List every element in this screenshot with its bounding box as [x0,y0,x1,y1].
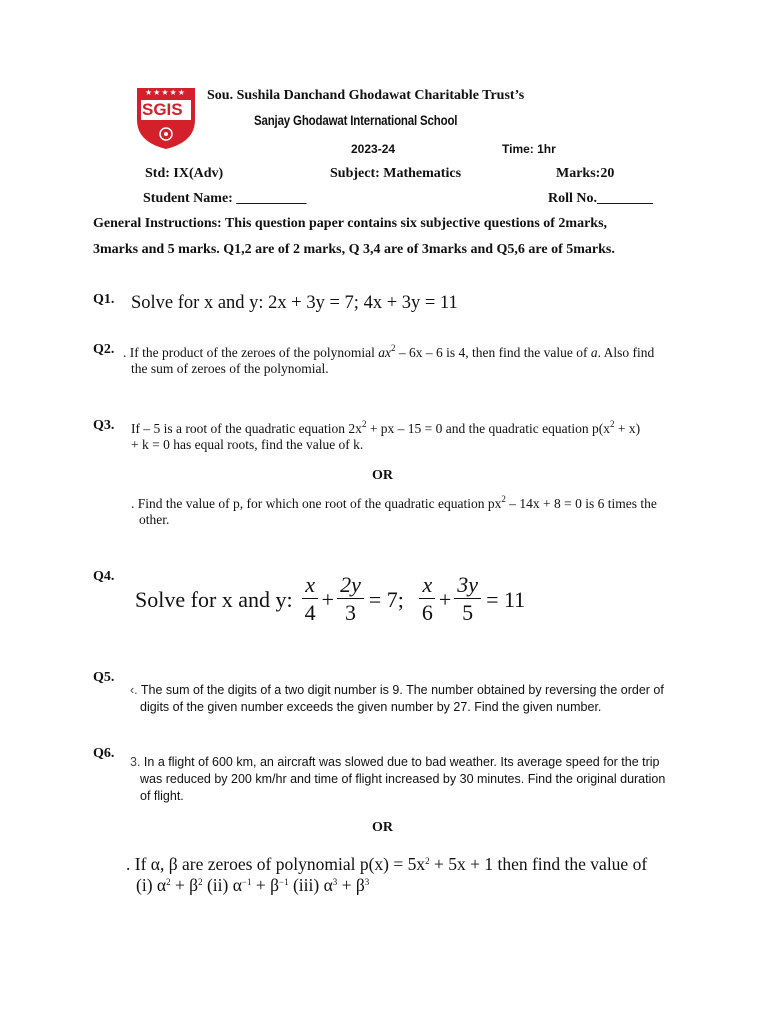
q4-equation [135,572,525,627]
q1-text: Solve for x and y: 2x + 3y = 7; 4x + 3y = 11 [131,293,458,313]
q6-alt-l2-e: (iii) α [288,875,333,895]
q3-line1-a: If – 5 is a root of the quadratic equation 2x [131,421,362,436]
instructions-line-1: General Instructions: This question paper contains six subjective questions of 2marks, [93,216,608,231]
subject: Subject: Mathematics [330,166,462,181]
q4-eq-2: = 11 [486,586,526,612]
q6-line-3: of flight. [140,789,184,803]
q2-prefix: . [123,345,127,360]
q2-poly-b: – 6x – 6 is 4, then find the value of [395,345,591,360]
q5-prefix: ‹. [130,683,138,697]
q2-text [123,345,723,377]
q4-fraction-1 [302,572,319,627]
q4-f4-num: 3y [454,572,481,599]
q4-fraction-3 [419,572,436,627]
standard: Std: IX(Adv) [145,166,224,181]
q4-plus-1: + [321,586,335,612]
q4-fraction-2 [337,572,364,627]
q6-line-1: In a flight of 600 km, an aircraft was slowed due to bad weather. Its average speed for the trip [143,755,660,769]
q2-label: Q2. [93,342,115,357]
q6-alt-line1-a: If α, β are zeroes of polynomial p(x) = 5x [134,854,426,874]
q3-alt-prefix: . [131,496,135,511]
q3-alt-line1-a: Find the value of p, for which one root of the quadratic equation px [137,496,502,511]
q6-alt-l2-a: (i) α [136,875,167,895]
q1-label: Q1. [93,292,115,307]
q4-eq-1: = 7; [368,586,404,612]
q3-line1-b: + px – 15 = 0 and the quadratic equation p(x [366,421,610,436]
q6-alt-line-2 [126,875,726,896]
q4-f3-den: 6 [421,600,433,625]
logo-stars: ★★★★★ [145,88,186,97]
q6-alt-l2-c: (ii) α [202,875,242,895]
q3-label: Q3. [93,418,115,433]
q3-alt-text [131,496,711,528]
academic-year: 2023-24 [351,142,396,156]
q4-label: Q4. [93,569,115,584]
q4-plus-2: + [438,586,452,612]
or-divider-1: OR [372,468,393,483]
q2-line-2: the sum of zeroes of the polynomial. [131,361,329,376]
q6-prefix: 3. [130,755,141,769]
q6-alt-l2-f-exp: 3 [364,877,370,887]
q5-label: Q5. [93,670,115,685]
q6-text [130,754,720,805]
q6-line-2: was reduced by 200 km/hr and time of flight increased by 30 minutes. Find the original duration [140,772,666,786]
q6-alt-text [126,854,726,896]
q5-line-2: digits of the given number exceeds the given number by 27. Find the given number. [140,700,602,714]
q3-alt-exp: 2 [501,494,506,504]
q5-line-1: The sum of the digits of a two digit number is 9. The number obtained by reversing the order of [140,683,664,697]
trust-name: Sou. Sushila Danchand Ghodawat Charitable Trust’s [207,88,525,103]
q3-line-2: + k = 0 has equal roots, find the value of k. [131,437,364,452]
school-name: Sanjay Ghodawat International School [254,112,458,128]
q6-alt-l2-b: + β [170,875,199,895]
q4-f1-num: x [302,572,318,599]
q3-text [131,421,711,453]
exam-time: Time: 1hr [502,142,556,156]
q6-alt-prefix: . [126,854,131,874]
q3-line1-c: + x) [614,421,641,436]
q6-alt-l2-a-exp: 2 [166,877,171,887]
logo-text: SGIS [142,100,183,119]
q4-f2-den: 3 [344,600,356,625]
q3-exp-1: 2 [361,419,367,429]
q6-alt-l2-b-exp: 2 [198,877,203,887]
roll-number-field: Roll No.________ [548,191,653,206]
q6-alt-line1-b: + 5x + 1 then find the value of [429,854,648,874]
q3-exp-2: 2 [609,419,615,429]
q2-poly-exp: 2 [391,343,396,353]
q6-alt-l2-f: + β [337,875,365,895]
q4-f3-num: x [419,572,435,599]
q6-alt-l2-d: + β [251,875,280,895]
q6-alt-l2-d-exp: −1 [279,877,289,887]
school-logo [135,86,197,150]
q3-alt-line1-b: – 14x + 8 = 0 is 6 times the [505,496,657,511]
q2-text-b: . Also find [597,345,655,360]
or-divider-2: OR [372,820,393,835]
q2-text-a: If the product of the zeroes of the polynomial [129,345,379,360]
q4-lead: Solve for x and y: [135,586,293,612]
q2-var-a: a [590,345,598,360]
q4-fraction-4 [454,572,481,627]
q6-alt-exp: 2 [425,856,430,866]
total-marks: Marks:20 [556,166,615,181]
q3-alt-line-2: other. [139,512,170,527]
q6-label: Q6. [93,746,115,761]
q6-alt-l2-c-exp: −1 [241,877,252,887]
q4-f1-den: 4 [304,600,316,625]
instructions-line-2: 3marks and 5 marks. Q1,2 are of 2 marks, Q 3,4 are of 3marks and Q5,6 are of 5marks. [93,242,615,257]
q5-text [130,682,720,716]
student-name-field: Student Name: __________ [143,191,307,206]
q6-alt-l2-e-exp: 3 [332,877,338,887]
q4-f2-num: 2y [337,572,364,599]
q2-poly-a: ax [378,345,392,360]
q4-f4-den: 5 [462,600,474,625]
